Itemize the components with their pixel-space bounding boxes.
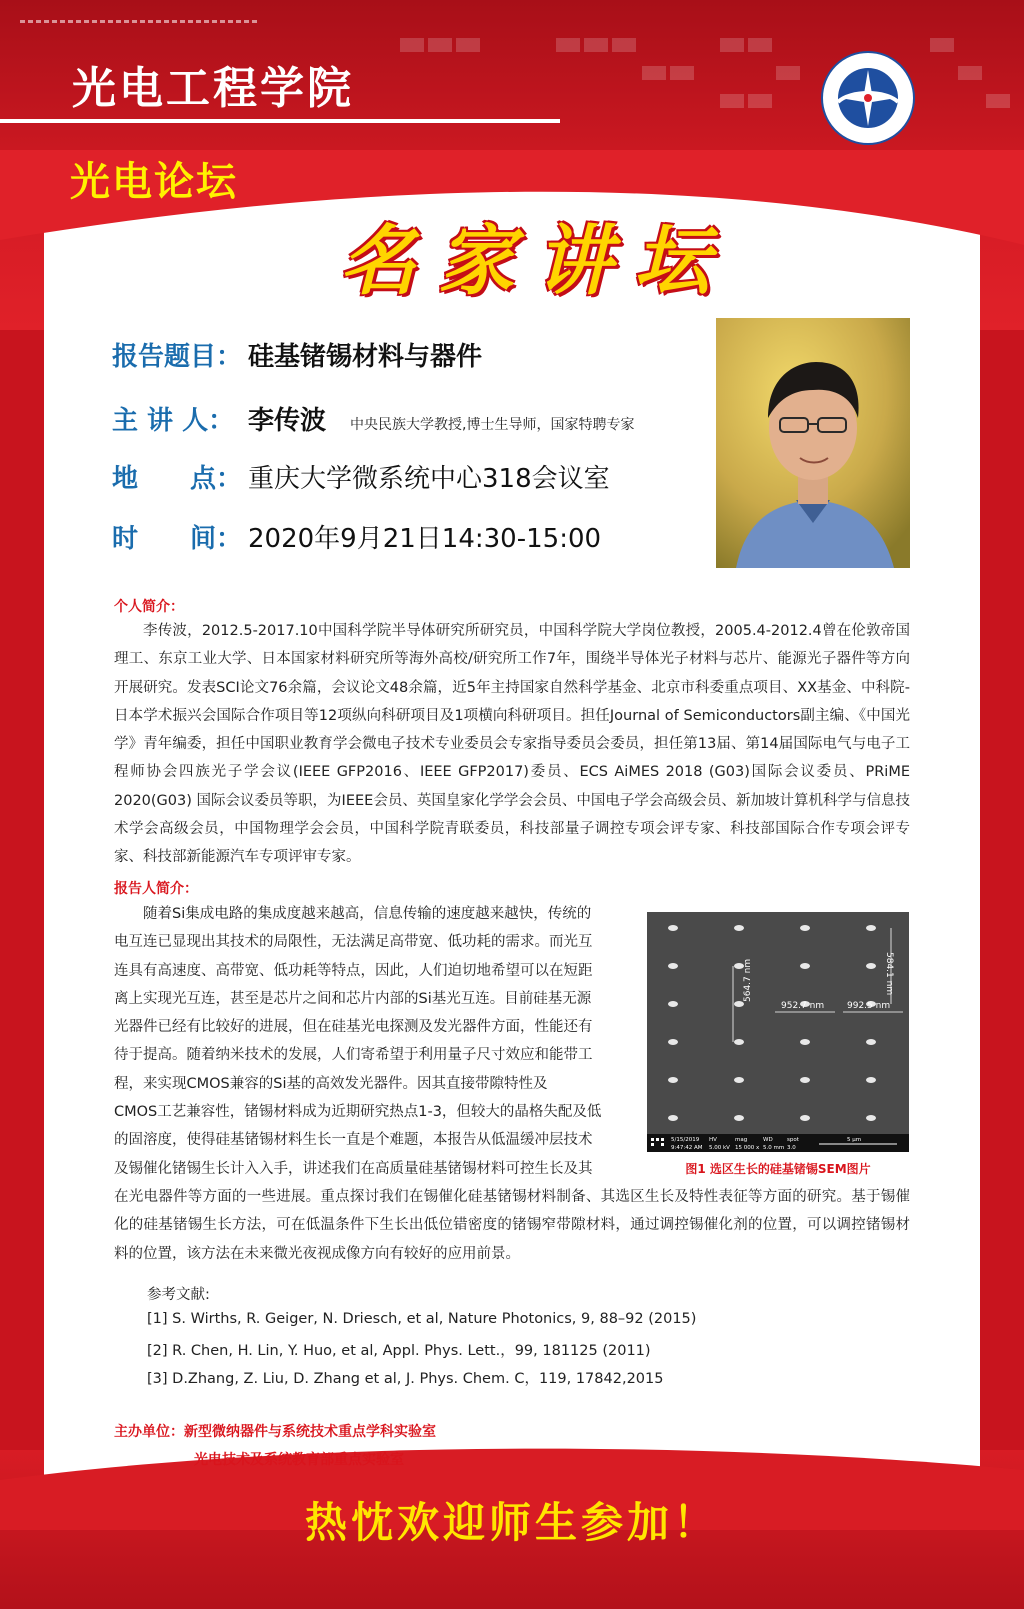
speaker-photo [716,318,910,568]
abstract-line: 随着Si集成电路的集成度越来越高，信息传输的速度越来越快，传统的 [143,906,592,922]
college-logo [820,50,916,146]
abstract-line: 连具有高速度、高带宽、低功耗等特点，因此，人们迫切地希望可以在短距 [114,962,593,979]
abstract-line: 的固溶度，使得硅基锗锡材料生长一直是个难题，本报告从低温缓冲层技术 [114,1132,593,1149]
sem-meta-wd-val: 5.0 mm [763,1145,785,1151]
time-label: 时 间： [112,524,243,554]
location-value: 重庆大学微系统中心318会议室 [248,464,610,494]
abstract-text-wide: 在光电器件等方面的一些进展。重点探讨我们在锡催化硅基锗锡材料制备、其选区生长及特性表征等方面的研究。基于锡催化的硅基锗锡生长方法，可在低温条件下生长出低位错密度的锗锡窄带隙材料，通过调控锡催化剂的位置，可以调控锗锡材料的位置，该方法在未来微光夜视成像方向有较好的应用前景。 [114,1189,910,1262]
reference-item: [3] D.Zhang, Z. Liu, D. Zhang et al, J. Phys. Chem. C，119, 17842,2015 [147,1371,664,1387]
reference-item: [2] R. Chen, H. Lin, Y. Huo, et al, Appl. Phys. Lett.，99, 181125 (2011) [147,1343,651,1359]
references-heading: 参考文献: [147,1287,210,1303]
abstract-line: 待于提高。随着纳米技术的发展，人们寄希望于利用量子尺寸效应和能带工 [114,1047,593,1064]
abstract-line: CMOS工艺兼容性，锗锡材料成为近期研究热点1-3，但较大的晶格失配及低 [114,1104,602,1121]
abstract-line: 光器件已经有比较好的进展，但在硅基光电探测及发光器件方面，性能还有 [114,1019,593,1036]
bio-heading: 个人简介： [114,599,184,615]
abstract-line: 及锡催化锗锡生长计入入手，讲述我们在高质量硅基锗锡材料可控生长及其 [114,1160,593,1177]
sem-label-a: 564.7 nm [743,958,753,1002]
abstract-line: 离上实现光互连，甚至是芯片之间和芯片内部的Si基光互连。目前硅基无源 [114,990,592,1007]
topic-label: 报告题目： [112,342,243,372]
sem-label-b: 952.7 nm [781,1001,825,1011]
abstract-line: 电互连已显现出其技术的局限性，无法满足高带宽、低功耗的需求。而光互 [114,934,593,951]
time-row [112,518,601,555]
sem-label-c: 992.5 nm [847,1001,891,1011]
bio-text: 李传波，2012.5-2017.10中国科学院半导体研究所研究员，中国科学院大学岗位教授，2005.4-2012.4曾在伦敦帝国理工、东京工业大学、日本国家材料研究所等海外高校/研究所工作7年，围绕半导体光子材料与芯片、能源光子器件等方向开展研究。发表SCI论文76余篇，会议论文48余篇，近5年主持国家自然科学基金、北京市科委重点项目、XX基金、中科院-日本学术振兴会国际合作项目等12项纵向科研项目及1项横向科研项目。担任Journal of Semiconductors副主编、《中国光学》青年编委，担任中国职业教育学会微电子技术专业委员会专家指导委员会委员，担任第13届、第14届国际电气与电子工程师协会四族光子学会议(IEEE GFP2016、IEEE GFP2017)委员、ECS AiMES 2018 (G03)国际会议委员、PRiME 2020(G03) 国际会议委员等职，为IEEE会员、英国皇家化学学会会员、中国电子学会高级会员、新加坡计算机科学与信息技术学会高级会员，中国物理学会会员，中国科学院青联委员，科技部量子调控专项会评专家、科技部国际合作专项会评专家、科技部新能源汽车专项评审专家。 [114,623,910,866]
topic-row [112,336,482,373]
host-row-1 [114,1421,436,1441]
sem-meta-wd: WD [763,1137,773,1143]
time-value: 2020年9月21日14:30-15:00 [248,524,602,554]
speaker-value: 李传波 [248,406,327,436]
sem-meta-date: 5/15/2019 [671,1137,700,1143]
sem-figure [647,912,909,1152]
title-underline [0,119,560,123]
school-title: 光电工程学院 [72,63,354,114]
abstract-line: 程，来实现CMOS兼容的Si基的高效发光器件。因其直接带隙特性及 [114,1075,548,1092]
lecture-series-title: 名家讲坛 [340,216,732,305]
sem-meta-time: 9:47:42 AM [671,1145,703,1151]
sem-caption: 图1 选区生长的硅基锗锡SEM图片 [685,1162,871,1176]
sem-label-d: 584.1 nm [884,952,894,996]
sem-meta-scale: 5 μm [847,1137,862,1143]
speaker-title: 中央民族大学教授,博士生导师，国家特聘专家 [350,417,635,433]
forum-title: 光电论坛 [70,158,238,205]
abstract-narrow [114,900,634,1183]
speaker-row [112,400,634,437]
host-org-2: 光电技术及系统教育部重点实验室 [194,1452,404,1468]
location-row [112,458,610,495]
sem-meta-hv: HV [709,1137,717,1143]
sem-meta-mag-val: 15 000 x [735,1145,760,1151]
topic-value: 硅基锗锡材料与器件 [248,342,483,372]
sem-meta-mag: mag [735,1137,748,1143]
host-label: 主办单位： [114,1424,184,1440]
welcome-slogan: 热忱欢迎师生参加！ [304,1498,719,1547]
speaker-label: 主 讲 人： [112,406,235,436]
location-label: 地 点： [112,464,243,494]
host-org-1: 新型微纳器件与系统技术重点学科实验室 [184,1424,436,1440]
sem-meta-hv-val: 5.00 kV [709,1145,730,1151]
abstract-heading: 报告人简介： [114,881,198,897]
decorative-dots [20,8,260,27]
reference-item: [1] S. Wirths, R. Geiger, N. Driesch, et al, Nature Photonics, 9, 88–92 (2015) [147,1311,697,1327]
sem-meta-spot: spot [787,1137,799,1143]
sem-meta-spot-val: 3.0 [787,1145,796,1151]
